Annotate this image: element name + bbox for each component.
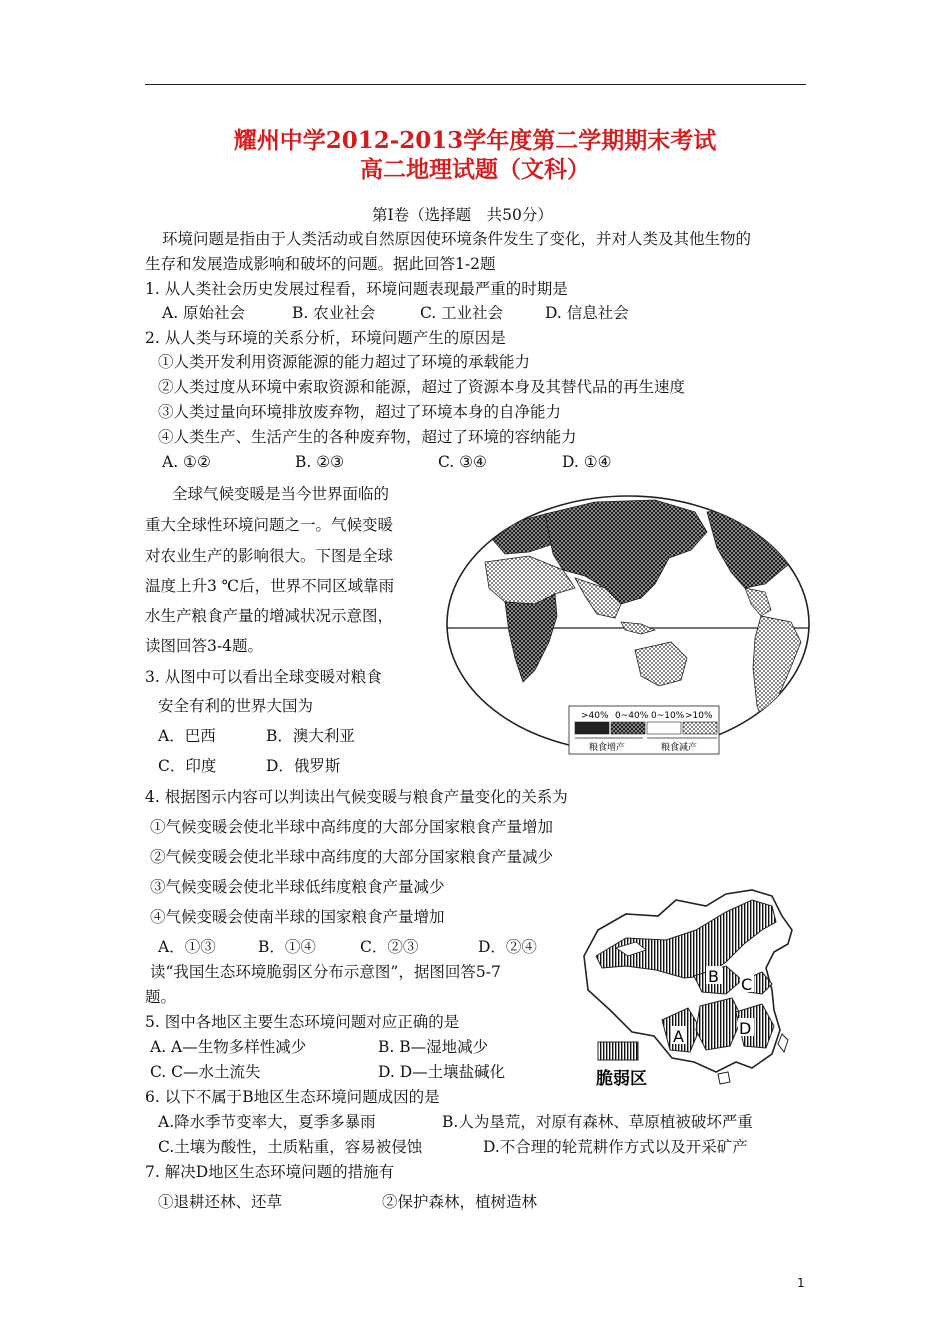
q4-item: ④气候变暖会使南半球的国家粮食产量增加 [150,908,445,926]
question-3-stem: 3. 从图中可以看出全球变暖对粮食 [145,668,382,686]
q4-item: ③气候变暖会使北半球低纬度粮食产量减少 [150,878,445,896]
legend-range: 0~40% [615,711,649,721]
q5-option-b: B. B—湿地减少 [378,1038,489,1056]
intro-line: 温度上升3 ℃后，世界不同区域靠雨 [145,577,395,595]
intro-line: 读图回答3-4题。 [145,637,263,655]
q5-option-c: C. C—水土流失 [150,1063,261,1081]
question-5-stem: 5. 图中各地区主要生态环境问题对应正确的是 [145,1013,460,1031]
q2-item: ②人类过度从环境中索取资源和能源，超过了资源本身及其替代品的再生速度 [158,378,686,396]
region-label-a: A [673,1027,684,1046]
legend-swatch-increase [611,722,645,734]
q2-option-b: B. ②③ [295,453,345,471]
legend-range: 0~10% [651,711,685,721]
legend-group: 粮食增产 [589,743,626,753]
legend-swatch-large-increase [575,722,609,734]
question-7-stem: 7. 解决D地区生态环境问题的措施有 [145,1163,395,1181]
legend-label-fragile: 脆弱区 [596,1069,647,1089]
q5-option-a: A. A—生物多样性减少 [150,1038,307,1056]
q3-option-b: B．澳大利亚 [266,727,355,745]
q2-option-d: D. ①④ [562,453,612,471]
page-number: 1 [797,1276,805,1290]
region-label-b: B [708,967,719,986]
question-6-stem: 6. 以下不属于B地区生态环境问题成因的是 [145,1088,440,1106]
q2-item: ③人类过量向环境排放废弃物，超过了环境本身的自净能力 [158,403,562,421]
exam-subtitle: 高二地理试题（文科） [360,156,590,183]
q6-option-b: B.人为垦荒，对原有森林、草原植被破坏严重 [442,1113,753,1131]
q3-option-d: D．俄罗斯 [266,757,341,775]
q2-item: ④人类生产、生活产生的各种废弃物，超过了环境的容纳能力 [158,428,577,446]
q4-option-d: D．②④ [478,938,537,956]
legend-swatch-decrease [647,722,681,734]
legend-swatch-fragile [598,1042,638,1060]
region-label-d: D [739,1019,752,1038]
q7-item: ②保护森林，植树造林 [382,1193,538,1211]
world-map-figure [445,492,815,774]
question-2-stem: 2. 从人类与环境的关系分析，环境问题产生的原因是 [145,329,506,347]
legend-range: >10% [685,711,713,721]
intro-line: 重大全球性环境问题之一。气候变暖 [145,516,394,534]
q7-item: ①退耕还林、还草 [158,1193,283,1211]
q5-option-d: D. D—土壤盐碱化 [378,1063,506,1081]
q4-item: ①气候变暖会使北半球中高纬度的大部分国家粮食产量增加 [150,818,554,836]
q4-option-c: C．②③ [360,938,419,956]
intro-line: 读“我国生态环境脆弱区分布示意图”，据图回答5-7 [150,963,501,981]
q6-option-d: D.不合理的轮荒耕作方式以及开采矿产 [483,1138,748,1156]
question-3-stem: 安全有利的世界大国为 [158,697,314,715]
q1-option-d: D. 信息社会 [545,304,629,322]
intro-line: 题。 [145,988,177,1006]
q3-option-a: A．巴西 [158,727,216,745]
region-label-c: C [741,975,753,994]
q4-option-a: A．①③ [158,938,216,956]
intro-line: 对农业生产的影响很大。下图是全球 [145,547,394,565]
q6-option-a: A.降水季节变率大，夏季多暴雨 [158,1113,376,1131]
q3-option-c: C．印度 [158,757,217,775]
intro-line: 环境问题是指由于人类活动或自然原因使环境条件发生了变化，并对人类及其他生物的 [162,230,752,248]
top-rule [145,84,806,85]
legend-range: >40% [581,711,609,721]
question-1-stem: 1. 从人类社会历史发展过程看，环境问题表现最严重的时期是 [145,280,568,298]
china-map-figure [576,886,808,1092]
section-heading: 第Ⅰ卷（选择题 共50分） [372,206,553,224]
intro-line: 全球气候变暖是当今世界面临的 [172,485,390,503]
q1-option-a: A. 原始社会 [162,304,246,322]
exam-title: 耀州中学2012-2013学年度第二学期期末考试 [233,127,717,154]
legend-swatch-large-decrease [683,722,717,734]
q4-option-b: B．①④ [258,938,316,956]
q2-option-a: A. ①② [162,453,211,471]
q4-item: ②气候变暖会使北半球中高纬度的大部分国家粮食产量减少 [150,848,554,866]
intro-line: 水生产粮食产量的增减状况示意图， [145,607,394,625]
q2-option-c: C. ③④ [438,453,487,471]
hainan-outline [718,1072,730,1084]
legend-group: 粮食减产 [661,743,698,753]
q2-item: ①人类开发利用资源能源的能力超过了环境的承载能力 [158,353,531,371]
q1-option-c: C. 工业社会 [420,304,504,322]
intro-line: 生存和发展造成影响和破坏的问题。据此回答1-2题 [145,255,496,273]
taiwan-outline [778,1034,788,1052]
q6-option-c: C.土壤为酸性，土质粘重，容易被侵蚀 [158,1138,423,1156]
question-4-stem: 4. 根据图示内容可以判读出气候变暖与粮食产量变化的关系为 [145,788,568,806]
q1-option-b: B. 农业社会 [292,304,376,322]
